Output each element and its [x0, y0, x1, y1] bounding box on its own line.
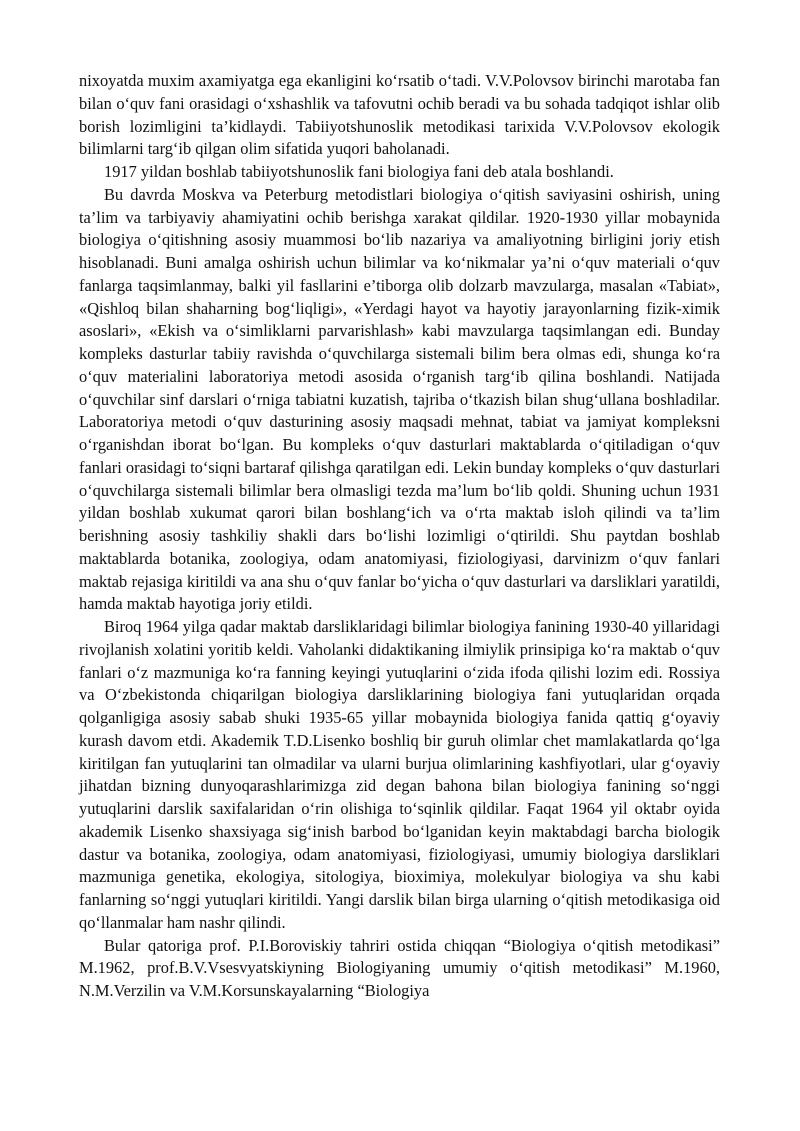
paragraph-5: Bular qatoriga prof. P.I.Boroviskiy tahriri ostida chiqqan “Biologiya o‘qitish metodikasi” M.1962, prof.B.V.Vsesvyatskiyning Biologiyaning umumiy o‘qitish metodikasi” M.1960, N.M.Verzilin va V.M.Korsunskayalarning “Biologiya — [79, 935, 720, 1000]
paragraph-4: Biroq 1964 yilga qadar maktab darsliklaridagi bilimlar biologiya fanining 1930-40 yillaridagi rivojlanish xolatini yoritib keldi. Vaholanki didaktikaning ilmiylik prinsipiga ko‘ra maktab o‘quv fanlari o‘z mazmuniga ko‘ra fanning keyingi yutuqlarini o‘zida ifoda qilishi lozim edi. Rossiya va O‘zbekistonda chiqarilgan biologiya darsliklarining biologiya fani yutuqlaridan orqada qolganligiga asosiy sabab shuki 1935-65 yillar mobaynida biologiya fanida qattiq g‘oyaviy kurash davom etdi. Akademik T.D.Lisenko boshliq bir guruh olimlar chet mamlakatlarda qo‘lga kiritilgan fan yutuqlarini tan olmadilar va ularni burjua olimlarining kashfiyotlari, ular g‘oyaviy jihatdan bizning dunyoqarashlarimizga zid degan bahona bilan biologiya fanining so‘nggi yutuqlarini darslik saxifalaridan o‘rin olishiga to‘sqinlik qildilar. Faqat 1964 yil oktabr oyida akademik Lisenko shaxsiyaga sig‘inish barbod bo‘lganidan keyin maktabdagi barcha biologik dastur va botanika, zoologiya, odam anatomiyasi, fiziologiyasi, umumiy biologiya darsliklari mazmuniga genetika, ekologiya, sitologiya, bioximiya, molekulyar biologiya va shu kabi fanlarning so‘nggi yutuqlari kiritildi. Yangi darslik bilan birga ularning o‘qitish metodikasiga oid qo‘llanmalar ham nashr qilindi. — [79, 617, 720, 932]
paragraph-1: nixoyatda muxim axamiyatga ega ekanligini ko‘rsatib o‘tadi. V.V.Polovsov birinchi marotaba fan bilan o‘quv fani orasidagi o‘xshashlik va tafovutni ochib beradi va bu sohada tadqiqot ishlar olib borish lozimligini ta’kidlaydi. Tabiiyotshunoslik metodikasi tarixida V.V.Polovsov ekologik bilimlarni targ‘ib qilgan olim sifatida yuqori baholanadi. — [79, 71, 720, 159]
paragraph-2: 1917 yildan boshlab tabiiyotshunoslik fani biologiya fani deb atala boshlandi. — [104, 162, 614, 181]
paragraph-3: Bu davrda Moskva va Peterburg metodistlari biologiya o‘qitish saviyasini oshirish, uning ta’lim va tarbiyaviy ahamiyatini ochib berishga xarakat qildilar. 1920-1930 yillar mobaynida biologiya o‘qitishning asosiy muammosi bo‘lib nazariya va amaliyotning birligini joriy etish hisoblanadi. Buni amalga oshirish uchun bilimlar va ko‘nikmalar ya’ni o‘quv materiali o‘quv fanlarga taqsimlanmay, balki yil fasllarini e’tiborga olib dolzarb mavzularga, masalan «Tabiat», «Qishloq bilan shaharning bog‘liqligi», «Yerdagi hayot va hayotiy jarayonlarning fizik-ximik asoslari», «Ekish va o‘simliklarni parvarishlash» kabi mavzularga taqsimlangan edi. Bunday kompleks dasturlar tabiiy ravishda o‘quvchilarga sistemali bilim bera olmas edi, shunga ko‘ra o‘quv materialini laboratoriya metodi asosida o‘rganish targ‘ib qilina boshlandi. Natijada o‘quvchilar sinf darslari o‘rniga tabiatni kuzatish, tajriba o‘tkazish bilan shug‘ullana boshladilar. Laboratoriya metodi o‘quv dasturining asosiy maqsadi mehnat, tabiat va jamiyat kompleksni o‘rganishdan iborat bo‘lgan. Bu kompleks o‘quv dasturlari maktablarda o‘qitiladigan o‘quv fanlari orasidagi to‘siqni bartaraf qilishga qaratilgan edi. Lekin bunday kompleks o‘quv dasturlari o‘quvchilarga sistemali bilimlar bera olmasligi tezda ma’lum bo‘lib qoldi. Shuning uchun 1931 yildan boshlab xukumat qarori bilan boshlang‘ich va o‘rta maktab isloh qilindi va ta’lim berishning asosiy tashkiliy shakli dars bo‘lishi lozimligi o‘qtirildi. Shu paytdan boshlab maktablarda botanika, zoologiya, odam anatomiyasi, fiziologiyasi, darvinizm o‘quv fanlari maktab rejasiga kiritildi va ana shu o‘quv fanlar bo‘yicha o‘quv dasturlari va darsliklari yaratildi, hamda maktab hayotiga joriy etildi. — [79, 184, 720, 614]
